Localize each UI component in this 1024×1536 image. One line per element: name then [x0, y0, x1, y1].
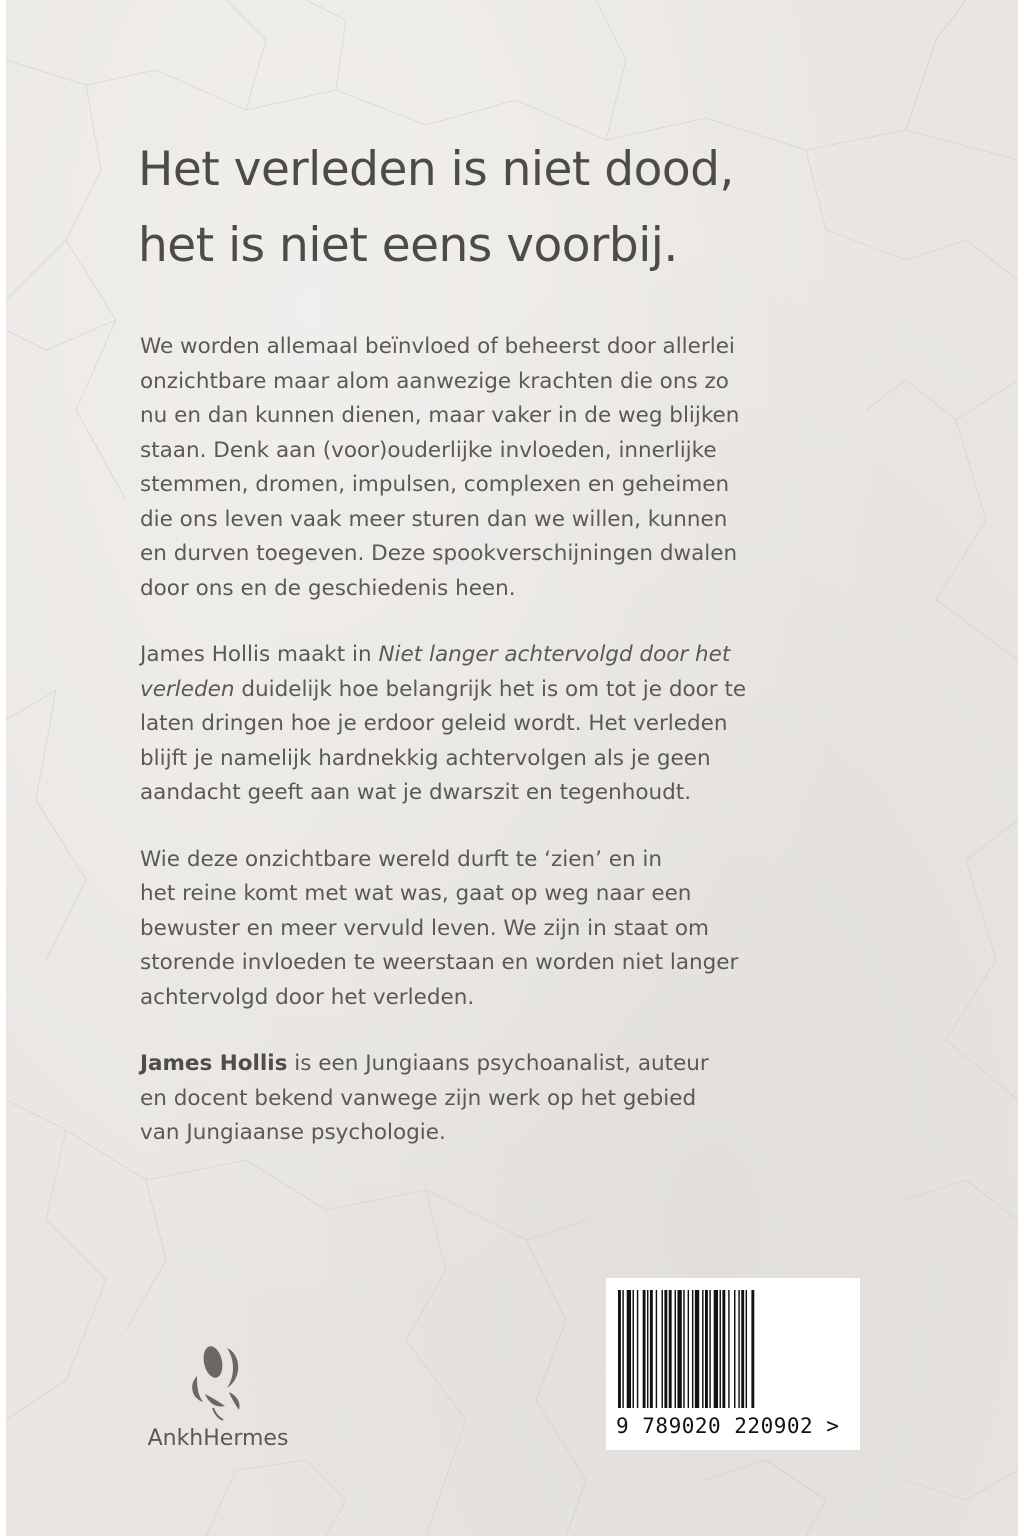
barcode-bar	[664, 1290, 667, 1408]
book-title-part-1: Niet langer achtervolgd door het	[378, 642, 731, 667]
text-line: storende invloeden te weerstaan en worden niet langer	[140, 950, 739, 975]
barcode-bar	[702, 1290, 703, 1408]
barcode-bar	[741, 1290, 744, 1408]
barcode-bar	[695, 1290, 699, 1408]
blurb-text	[140, 330, 880, 1183]
text-line: staan. Denk aan (voor)ouderlijke invloeden, innerlijke	[140, 437, 717, 463]
barcode-bar	[656, 1290, 657, 1408]
barcode-bar	[746, 1290, 747, 1408]
text-line	[140, 1047, 880, 1082]
headline-line-1: Het verleden is niet dood,	[138, 142, 734, 197]
book-back-cover	[6, 0, 1018, 1536]
barcode-bar	[688, 1290, 689, 1408]
barcode-bar	[675, 1290, 676, 1408]
text-line: door ons en de geschiedenis heen.	[140, 575, 516, 601]
paragraph-1	[140, 330, 880, 606]
paragraph-3	[140, 843, 880, 1016]
text-line	[140, 673, 880, 708]
isbn-barcode	[606, 1278, 860, 1450]
barcode-bar	[714, 1290, 718, 1408]
barcode-bar	[728, 1290, 729, 1408]
barcode-bar	[622, 1290, 623, 1408]
text-line: en docent bekend vanwege zijn werk op het gebied	[140, 1085, 697, 1111]
text-line: bewuster en meer vervuld leven. We zijn in staat om	[140, 915, 709, 941]
barcode-bar	[683, 1290, 684, 1408]
text-line: nu en dan kunnen dienen, maar vaker in de weg blijken	[140, 403, 740, 428]
barcode-bar	[627, 1290, 631, 1408]
barcode-bar	[647, 1290, 648, 1408]
author-name: James Hollis	[140, 1051, 288, 1076]
text-line: van Jungiaanse psychologie.	[140, 1120, 446, 1145]
text-line: Wie deze onzichtbare wereld durft te ‘zien’ en in	[140, 846, 663, 872]
ankhhermes-logo-icon	[183, 1338, 253, 1422]
text-line: en durven toegeven. Deze spookverschijningen dwalen	[140, 541, 738, 566]
text-line: stemmen, dromen, impulsen, complexen en geheimen	[140, 472, 730, 497]
text-line: onzichtbare maar alom aanwezige krachten die ons zo	[140, 368, 729, 394]
paragraph-2	[140, 638, 880, 811]
p2-lead-text: James Hollis maakt in	[140, 642, 379, 667]
barcode-bar	[738, 1290, 739, 1408]
author-bio	[140, 1047, 880, 1151]
isbn-number: 9 789020 220902 >	[616, 1414, 840, 1438]
text-line	[140, 638, 880, 673]
barcode-bar	[751, 1290, 754, 1408]
text-line: het reine komt met wat was, gaat op weg naar een	[140, 881, 692, 906]
barcode-bar	[709, 1290, 710, 1408]
barcode-bar	[669, 1290, 672, 1408]
barcode-bar	[633, 1290, 634, 1408]
barcode-bar	[722, 1290, 725, 1408]
barcode-bar	[734, 1290, 735, 1408]
text-line: achtervolgd door het verleden.	[140, 984, 475, 1010]
barcode-bars	[616, 1290, 850, 1408]
text-line: blijft je namelijk hardnekkig achtervolgen als je geen	[140, 745, 711, 771]
text-line: We worden allemaal beïnvloed of beheerst door allerlei	[140, 334, 735, 359]
text-line: aandacht geeft aan wat je dwarszit en tegenhoudt.	[140, 780, 692, 805]
barcode-bar	[720, 1290, 721, 1408]
barcode-bar	[677, 1290, 681, 1408]
barcode-bar	[705, 1290, 708, 1408]
book-title-part-2: verleden	[140, 676, 235, 702]
text-line: laten dringen hoe je erdoor geleid wordt. Het verleden	[140, 711, 728, 736]
author-bio-first-line: is een Jungiaans psychoanalist, auteur	[287, 1051, 709, 1076]
publisher-name: AnkhHermes	[147, 1426, 289, 1451]
barcode-bar	[662, 1290, 663, 1408]
publisher-block	[138, 1338, 298, 1451]
text-line: die ons leven vaak meer sturen dan we willen, kunnen	[140, 506, 728, 532]
headline-line-2: het is niet eens voorbij.	[138, 218, 678, 273]
barcode-bar	[692, 1290, 693, 1408]
headline	[138, 132, 938, 284]
barcode-bar	[618, 1290, 621, 1408]
barcode-bar	[650, 1290, 653, 1408]
barcode-bar	[643, 1290, 646, 1408]
p2-after-title: duidelijk hoe belangrijk het is om tot je door te	[234, 676, 747, 702]
barcode-bar	[637, 1290, 638, 1408]
